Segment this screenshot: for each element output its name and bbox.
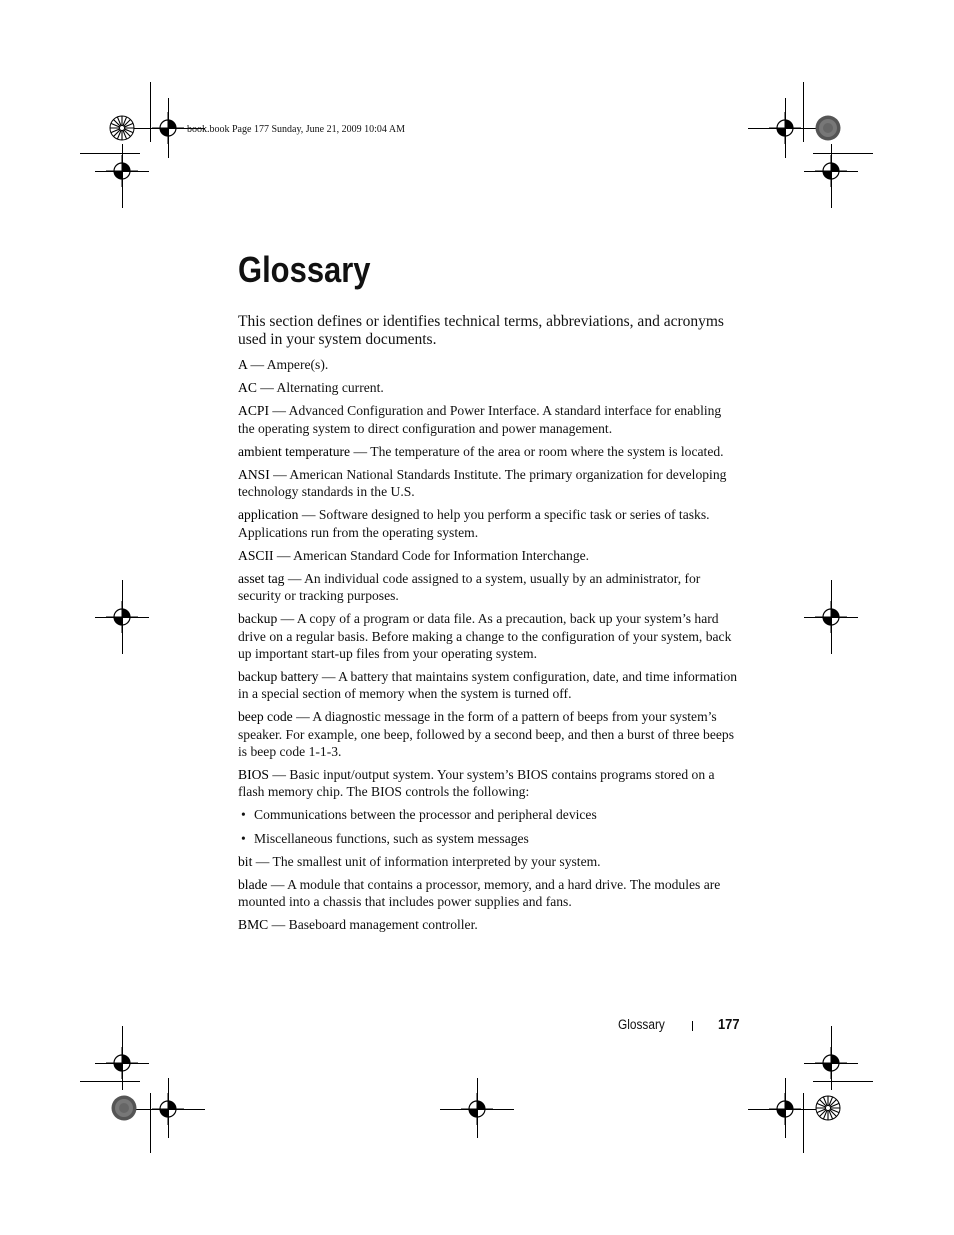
- glossary-term: application: [238, 507, 299, 523]
- print-header-stamp: book.book Page 177 Sunday, June 21, 2009 10:04 AM: [187, 124, 405, 135]
- glossary-term: BMC: [238, 917, 269, 933]
- glossary-entry: [238, 506, 738, 540]
- crop-mark: [122, 1026, 123, 1090]
- glossary-entry: [238, 708, 738, 760]
- glossary-definition: Ampere(s).: [266, 357, 329, 372]
- crop-mark: [168, 98, 169, 158]
- intro-paragraph: This section defines or identifies technical terms, abbreviations, and acronyms used in your system documents.: [238, 313, 724, 348]
- glossary-entry: [238, 766, 738, 800]
- term-separator: —: [353, 443, 368, 459]
- term-separator: —: [270, 877, 285, 893]
- glossary-definition: An individual code assigned to a system, usually by an administrator, for security or tracking purposes.: [238, 571, 701, 604]
- glossary-definition: Software designed to help you perform a specific task or series of tasks. Applications run from the operating system.: [238, 507, 710, 540]
- glossary-definition: Basic input/output system. Your system’s BIOS contains programs stored on a flash memory chip. The BIOS controls the following:: [238, 767, 715, 800]
- glossary-term: ASCII: [238, 547, 274, 563]
- footer-divider: [692, 1021, 693, 1031]
- glossary-entry: [238, 356, 738, 373]
- term-separator: —: [273, 467, 287, 483]
- crop-mark: [803, 82, 804, 142]
- glossary-term: AC: [238, 380, 257, 396]
- glossary-definition: American National Standards Institute. The primary organization for developing technology standards in the U.S.: [238, 467, 727, 500]
- term-separator: —: [280, 611, 295, 627]
- crop-mark: [803, 1093, 804, 1153]
- crop-mark: [477, 1078, 478, 1138]
- glossary-term: ambient temperature: [238, 443, 351, 459]
- crop-mark: [813, 153, 873, 154]
- glossary-entry: [238, 379, 738, 396]
- glossary-term: beep code: [238, 709, 293, 725]
- term-separator: —: [260, 380, 274, 396]
- glossary-entry: [238, 876, 738, 910]
- glossary-entry-list: [238, 356, 738, 800]
- crop-mark: [150, 1093, 151, 1153]
- glossary-definition: American Standard Code for Information Interchange.: [293, 547, 590, 563]
- page-number: 177: [718, 1016, 740, 1033]
- crop-mark: [122, 144, 123, 208]
- glossary-definition: The smallest unit of information interpreted by your system.: [272, 853, 601, 869]
- footer-section-label: Glossary: [618, 1017, 665, 1032]
- crop-mark: [80, 1081, 140, 1082]
- glossary-definition: A module that contains a processor, memory, and a hard drive. The modules are mounted into a chassis that includes power supplies and fans.: [238, 877, 721, 910]
- term-separator: —: [301, 507, 316, 523]
- glossary-entry: [238, 570, 738, 604]
- star-target-icon: [109, 115, 135, 141]
- glossary-term: BIOS: [238, 767, 269, 783]
- glossary-term: backup: [238, 611, 278, 627]
- glossary-entry: [238, 402, 738, 436]
- glossary-definition: Alternating current.: [276, 380, 384, 396]
- glossary-definition: Baseboard management controller.: [288, 917, 478, 933]
- bullet-icon: •: [241, 830, 246, 846]
- glossary-definition: A battery that maintains system configuration, date, and time information in a special section of memory when the system is turned off.: [238, 669, 738, 702]
- glossary-entry: [238, 916, 738, 933]
- glossary-content: [238, 313, 738, 940]
- crop-mark: [831, 1026, 832, 1090]
- crop-mark: [80, 153, 140, 154]
- page-title: Glossary: [238, 249, 371, 290]
- glossary-entry-list: [238, 853, 738, 934]
- bullet-item: [238, 830, 738, 847]
- glossary-entry: [238, 466, 738, 500]
- glossary-term: ANSI: [238, 467, 270, 483]
- gray-target-icon: [111, 1095, 137, 1121]
- crop-mark: [150, 82, 151, 142]
- glossary-definition: The temperature of the area or room where the system is located.: [370, 443, 724, 459]
- bullet-text: Communications between the processor and peripheral devices: [254, 807, 597, 823]
- crop-mark: [785, 98, 786, 158]
- bullet-icon: •: [241, 807, 246, 823]
- glossary-entry: [238, 547, 738, 564]
- crop-mark: [122, 580, 123, 654]
- glossary-term: A: [238, 357, 248, 372]
- star-target-icon: [815, 1095, 841, 1121]
- crop-mark: [785, 1078, 786, 1138]
- term-separator: —: [296, 709, 310, 725]
- glossary-definition: Advanced Configuration and Power Interface. A standard interface for enabling the operating system to direct configuration and power management.: [238, 403, 722, 436]
- term-separator: —: [276, 547, 291, 563]
- glossary-definition: A diagnostic message in the form of a pattern of beeps from your system’s speaker. For example, one beep, followed by a second beep, and then a burst of three beeps is beep code 1-1-3.: [238, 709, 734, 759]
- gray-target-icon: [815, 115, 841, 141]
- term-separator: —: [255, 853, 270, 869]
- term-separator: —: [287, 571, 302, 587]
- term-separator: —: [272, 767, 286, 783]
- term-separator: —: [321, 669, 336, 685]
- crop-mark: [168, 1078, 169, 1138]
- crop-mark: [813, 1081, 873, 1082]
- glossary-term: blade: [238, 877, 268, 893]
- glossary-entry: [238, 853, 738, 870]
- glossary-term: backup battery: [238, 669, 319, 685]
- crop-mark: [831, 580, 832, 654]
- term-separator: —: [250, 357, 265, 372]
- glossary-term: asset tag: [238, 571, 285, 587]
- glossary-entry: [238, 443, 738, 460]
- term-separator: —: [271, 917, 286, 933]
- glossary-entry: [238, 610, 738, 662]
- glossary-term: bit: [238, 853, 253, 869]
- crop-mark: [831, 144, 832, 208]
- glossary-entry: [238, 668, 738, 702]
- bullet-item: [238, 806, 738, 823]
- glossary-term: ACPI: [238, 403, 269, 419]
- glossary-definition: A copy of a program or data file. As a precaution, back up your system’s hard drive on a regular basis. Before making a change to the configuration of your system, back up important start-up files from your operating system.: [238, 611, 732, 661]
- bullet-text: Miscellaneous functions, such as system messages: [254, 830, 529, 846]
- bios-bullet-list: [238, 806, 738, 846]
- term-separator: —: [272, 403, 286, 419]
- page-footer: [600, 1015, 740, 1035]
